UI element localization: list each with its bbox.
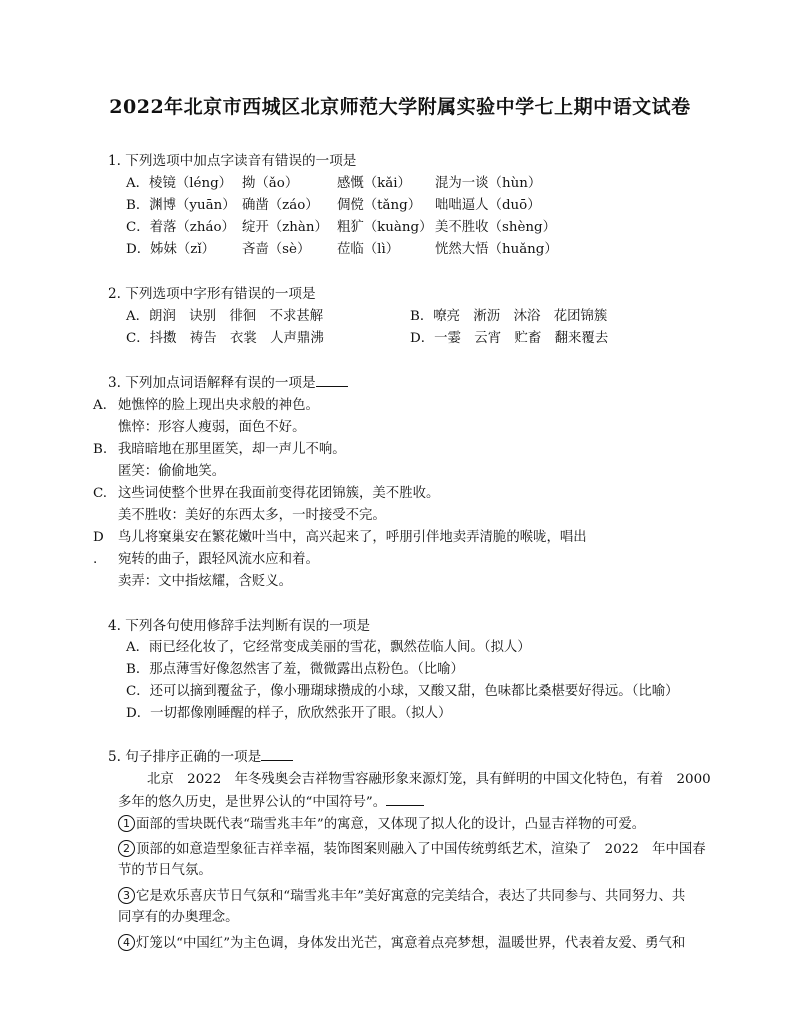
q1-a-word-2: 拗（ǎo） [242,176,299,191]
q1-c-word-3: 粗犷（kuàng） [337,220,433,235]
q3-a-explanation: 憔悴：形容人瘦弱，面色不好。 [118,420,306,435]
q5-sentence-1 [118,815,645,834]
q5-sentence-3-text: 它是欢乐喜庆节日气氛和“瑞雪兆丰年”美好寓意的完美结合，表达了共同参与、共同努力、共 [136,889,686,904]
q5-passage-line-1: 北京 2022 年冬残奥会吉祥物雪容融形象来源灯笼，具有鲜明的中国文化特色，有着 2000 [147,772,711,787]
q5-sentence-4 [118,934,685,953]
circled-number-2: 2 [118,840,135,857]
q3-b-label: B. [93,442,108,457]
q5-sentence-3 [118,887,685,906]
q1-option-a [126,175,541,193]
q5-passage-line-2 [118,793,424,812]
q1-b-word-1: B．渊博（yuān） [126,198,236,213]
q4-option-d: D．一切都像刚睡醒的样子，欣欣然张开了眼。（拟人） [126,706,452,721]
q1-c-word-1: C．着落（zháo） [126,220,235,235]
q4-option-c: C．还可以摘到覆盆子，像小珊瑚球攒成的小球，又酸又甜，色味都比桑椹要好得远。（比喻） [126,684,679,699]
q3-b-explanation: 匿笑：偷偷地笑。 [118,464,226,479]
q4-option-b: B．那点薄雪好像忽然害了羞，微微露出点粉色。（比喻） [126,662,464,677]
q1-option-d [126,241,558,259]
q1-a-word-4: 混为一谈（hùn） [435,176,542,191]
q5-sentence-1-text: 面部的雪块既代表“瑞雪兆丰年”的寓意，又体现了拟人化的设计，凸显吉祥物的可爱。 [136,817,646,832]
q5-sentence-2 [118,840,706,859]
q5-answer-blank [261,748,293,761]
page-title: 2022年北京市西城区北京师范大学附属实验中学七上期中语文试卷 [109,96,691,118]
circled-number-4: 4 [118,934,135,951]
q1-option-b [126,197,541,215]
q2-option-a: A．朗润 诀别 徘徊 不求甚解 [126,309,324,324]
q5-stem [108,748,293,766]
q3-b-sentence: 我暗暗地在那里匿笑，却一声儿不响。 [118,442,346,457]
q5-stem-text: 5. 句子排序正确的一项是 [108,749,262,765]
q3-answer-blank [316,374,348,387]
q1-stem: 1. 下列选项中加点字读音有错误的一项是 [108,153,357,169]
q2-option-b: B．嘹亮 淅沥 沐浴 花团锦簇 [410,309,608,324]
q2-option-d: D．一霎 云宵 贮畜 翻来覆去 [410,331,609,346]
q1-b-word-2: 确凿（záo） [242,198,319,213]
q1-b-word-4: 咄咄逼人（duō） [435,198,541,213]
q1-d-word-4: 恍然大悟（huǎng） [435,242,558,257]
q3-stem [108,374,348,392]
q1-a-word-3: 感慨（kǎi） [337,176,411,191]
q3-d-sentence-line-2: 宛转的曲子，跟轻风流水应和着。 [118,552,319,567]
q1-option-c [126,219,556,237]
q4-stem: 4. 下列各句使用修辞手法判断有误的一项是 [108,618,370,634]
q5-passage-text: 多年的悠久历史，是世界公认的“中国符号”。 [118,795,387,810]
q2-stem: 2. 下列选项中字形有错误的一项是 [108,286,316,302]
q5-sentence-4-text: 灯笼以“中国红”为主色调，身体发出光芒，寓意着点亮梦想，温暖世界，代表着友爱、勇气和 [136,936,686,951]
q5-sentence-3-continued: 同享有的办奥理念。 [118,910,239,925]
q1-d-word-2: 吝啬（sè） [242,242,311,257]
q3-c-label: C. [93,486,108,501]
q3-d-label: D [93,530,104,545]
q1-d-word-3: 莅临（lì） [337,242,400,257]
circled-number-1: 1 [118,815,135,832]
q5-sentence-2-continued: 节的节日气氛。 [118,863,212,878]
q5-passage-blank [386,793,424,806]
q2-option-c: C．抖擞 祷告 衣裳 人声鼎沸 [126,331,324,346]
q1-a-word-1: A．棱镜（léng） [126,176,233,191]
q3-d-sentence-line-1: 鸟儿将窠巢安在繁花嫩叶当中，高兴起来了，呼朋引伴地卖弄清脆的喉咙，唱出 [118,530,587,545]
q3-c-sentence: 这些词使整个世界在我面前变得花团锦簇，美不胜收。 [118,486,440,501]
q5-sentence-2-text: 顶部的如意造型象征吉祥幸福，装饰图案则融入了中国传统剪纸艺术，渲染了 2022 年中国春 [136,842,706,857]
q4-option-a: A．雨已经化妆了，它经常变成美丽的雪花，飘然莅临人间。（拟人） [126,640,531,655]
circled-number-3: 3 [118,887,135,904]
q3-d-label-dot: . [93,552,98,567]
q3-a-label: A. [93,398,107,413]
q1-b-word-3: 倜傥（tǎng） [337,198,422,213]
q3-d-explanation: 卖弄：文中指炫耀，含贬义。 [118,574,293,589]
q1-c-word-4: 美不胜收（shèng） [435,220,556,235]
q3-stem-text: 3. 下列加点词语解释有误的一项是 [108,375,316,391]
q1-d-word-1: D．姊妹（zǐ） [126,242,216,257]
q3-a-sentence: 她憔悴的脸上现出央求般的神色。 [118,398,319,413]
q3-c-explanation: 美不胜收：美好的东西太多，一时接受不完。 [118,508,386,523]
q1-c-word-2: 绽开（zhàn） [242,220,328,235]
